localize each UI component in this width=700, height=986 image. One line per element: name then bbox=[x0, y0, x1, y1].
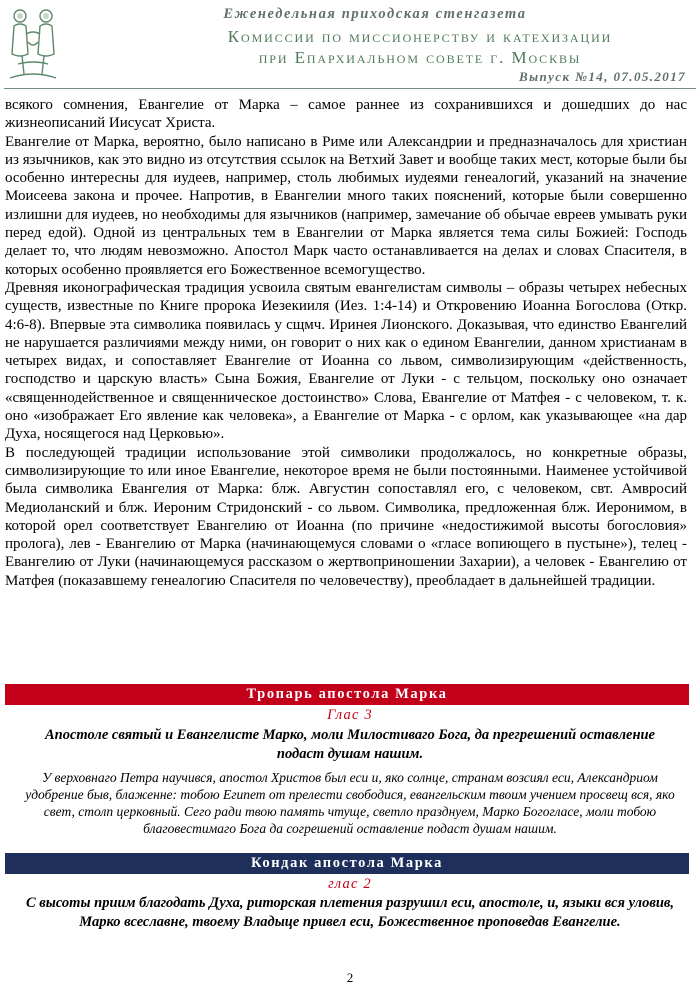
header-line-1: Еженедельная приходская стенгазета bbox=[223, 6, 527, 22]
paragraph-3: Древняя иконографическая традиция усвоила святым евангелистам символы – образы четырех небесных существ, известные по Книге пророка Иезекииля (Иез. 1:4-14) и Откровению Иоанна Богослова (Откр. 4:6-8). Впервые эта символика появилась у сщмч. Иринея Лионского. Доказывая, что единство Евангелий не нарушается различиями между ними, он говорит о них как о едином Евангелии, данном христианам в четырех видах, и сопоставляет Евангелие от Иоанна со львом, символизирующим «действенность, господство и царскую власть» Сына Божия, Евангелие от Луки - с тельцом, поскольку оно означает «священнодейственное и священническое достоинство» Слова, Евангелие от Матфея - с человеком, т. к. оно «изображает Его явление как человека», а Евангелие от Марка - с орлом, как указывающее «на дар Духа, носящегося над Церковью». bbox=[5, 279, 687, 443]
issue-number: Выпуск №14, 07.05.2017 bbox=[519, 69, 686, 84]
header-line-3: при Епархиальном совете г. Москвы bbox=[258, 48, 582, 67]
paragraph-1: всякого сомнения, Евангелие от Марка – самое раннее из сохранившихся и дошедших до нас жизнеописаний Иисусат Христа. bbox=[5, 97, 687, 132]
page-number: 2 bbox=[346, 970, 354, 985]
header-line-2: Комиссии по миссионерству и катехизации bbox=[227, 27, 613, 46]
newspaper-header bbox=[0, 0, 700, 92]
troparion-text-italic: У верховнаго Петра научився, апостол Христов был еси и, яко солнце, странам возсиял еси, Александриом удобрение быв, блаженне: тобою Египет от прелести свободися, евангельским твоим учением просвещ вся, яко свет, столп церковный. Сего ради твою память чтуще, светло празднуем, Марко Богогласе, моли тобою благовестимаго Бога да согрешений оставление подаст душам нашим. bbox=[25, 770, 675, 836]
kontakion-text-bold: С высоты приим благодать Духа, риторская плетения разрушил еси, апостоле, и, языки вся уловив, Марко всеславне, твоему Владыце привел еси, Божественное проповедав Евангелие. bbox=[26, 895, 674, 930]
troparion-text-bold: Апостоле святый и Евангелисте Марко, моли Милостиваго Бога, да прегрешений оставление подаст душам нашим. bbox=[44, 727, 655, 762]
troparion-heading: Тропарь апостола Марка bbox=[5, 684, 689, 705]
kontakion-heading: Кондак апостола Марка bbox=[5, 853, 689, 874]
paragraph-4: В последующей традиции использование этой символики продолжалось, но конкретные образы, символизирующие то или иное Евангелие, некоторое время не были постоянными. Наименее устойчивой была символика Евангелия от Марка: блж. Августин сопоставлял его, с человеком, свт. Амвросий Медиоланский и блж. Иероним Стридонский - со львом. Символика, предложенная блж. Иеронимом, в которой орел соответствует Евангелию от Иоанна (по причине «недостижимой высоты богословия» пролога), лев - Евангелию от Марка (начинающемуся словами о «гласе вопиющего в пустыне»), телец - Евангелию от Луки (начинающемуся рассказом о жертвоприношении Захарии), а человек - Евангелию от Матфея (показавшему генеалогию Спасителя по человечеству), преобладает в дальнейшей традиции. bbox=[5, 444, 687, 589]
kontakion-tone: глас 2 bbox=[328, 876, 372, 892]
troparion-tone: Глас 3 bbox=[327, 707, 373, 723]
header-divider bbox=[4, 88, 696, 89]
paragraph-2: Евангелие от Марка, вероятно, было написано в Риме или Александрии и предназначалось для христиан из язычников, как это видно из отсутствия ссылок на Ветхий Завет и вообще таких мест, которые были бы особенно интересны для иудеев, например, столь любимых иудеями генеалогий, указаний на значение Моисеева закона и прочее. Напротив, в Евангелии много таких пояснений, которые были совершенно излишни для иудеев, но необходимы для язычников (например, замечание об обычае евреев умывать руки перед едой). Одной из центральных тем в Евангелии от Марка является тема силы Божией: Господь делает то, что людям невозможно. Апостол Марк часто останавливается на делах и словах Спасителя, в которых особенно проявляется его Божественное всемогущество. bbox=[5, 133, 687, 278]
article-body bbox=[5, 96, 687, 590]
saints-emblem-icon bbox=[4, 4, 62, 88]
